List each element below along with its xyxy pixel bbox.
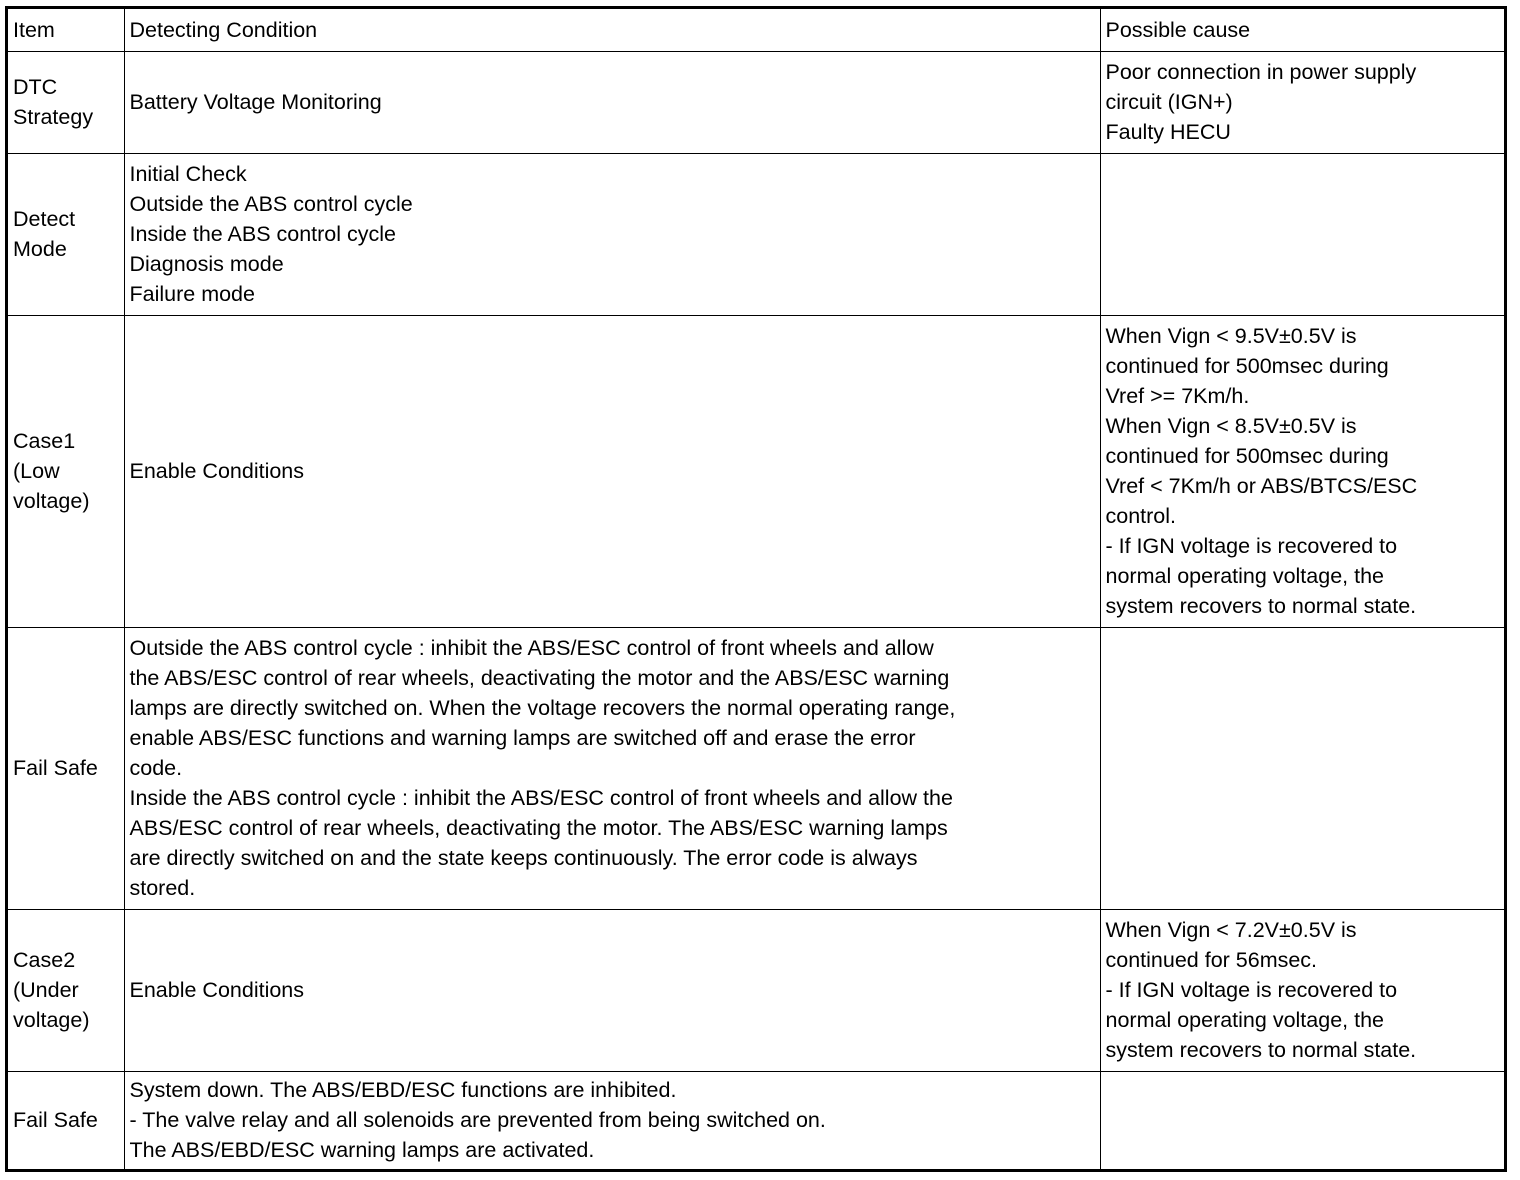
- cell-condition: Enable Conditions: [124, 909, 1100, 1071]
- header-item: Item: [8, 9, 124, 51]
- cell-item: Case2 (Under voltage): [8, 909, 124, 1071]
- cell-condition: Enable Conditions: [124, 315, 1100, 627]
- table-row: [8, 51, 1504, 153]
- cell-item: Fail Safe: [8, 1071, 124, 1169]
- cell-cause: [1100, 627, 1504, 909]
- table-row: [8, 315, 1504, 627]
- cell-item: Fail Safe: [8, 627, 124, 909]
- header-condition: Detecting Condition: [124, 9, 1100, 51]
- dtc-table: [8, 9, 1504, 1169]
- table-row: [8, 1071, 1504, 1169]
- cell-cause: Poor connection in power supply circuit (IGN+) Faulty HECU: [1100, 51, 1504, 153]
- table-row: [8, 627, 1504, 909]
- cell-cause: When Vign < 9.5V±0.5V is continued for 500msec during Vref >= 7Km/h. When Vign < 8.5V±0.5V is continued for 500msec during Vref < 7Km/h or ABS/BTCS/ESC control. - If IGN voltage is recovered to normal operating voltage, the system recovers to normal state.: [1100, 315, 1504, 627]
- cell-condition: Outside the ABS control cycle : inhibit the ABS/ESC control of front wheels and allow the ABS/ESC control of rear wheels, deactivating the motor and the ABS/ESC warning lamps are directly switched on. When the voltage recovers the normal operating range, enable ABS/ESC functions and warning lamps are switched off and erase the error code. Inside the ABS control cycle : inhibit the ABS/ESC control of front wheels and allow the ABS/ESC control of rear wheels, deactivating the motor. The ABS/ESC warning lamps are directly switched on and the state keeps continuously. The error code is always stored.: [124, 627, 1100, 909]
- table-row: [8, 909, 1504, 1071]
- cell-condition: Battery Voltage Monitoring: [124, 51, 1100, 153]
- cell-item: Case1 (Low voltage): [8, 315, 124, 627]
- cell-cause: [1100, 1071, 1504, 1169]
- header-cause: Possible cause: [1100, 9, 1504, 51]
- table-row: [8, 153, 1504, 315]
- table-header-row: [8, 9, 1504, 51]
- cell-item: Detect Mode: [8, 153, 124, 315]
- dtc-table-sheet: [5, 6, 1507, 1172]
- cell-condition: System down. The ABS/EBD/ESC functions are inhibited. - The valve relay and all solenoids are prevented from being switched on. The ABS/EBD/ESC warning lamps are activated.: [124, 1071, 1100, 1169]
- cell-cause: When Vign < 7.2V±0.5V is continued for 56msec. - If IGN voltage is recovered to normal operating voltage, the system recovers to normal state.: [1100, 909, 1504, 1071]
- cell-cause: [1100, 153, 1504, 315]
- cell-item: DTC Strategy: [8, 51, 124, 153]
- cell-condition: Initial Check Outside the ABS control cycle Inside the ABS control cycle Diagnosis mode Failure mode: [124, 153, 1100, 315]
